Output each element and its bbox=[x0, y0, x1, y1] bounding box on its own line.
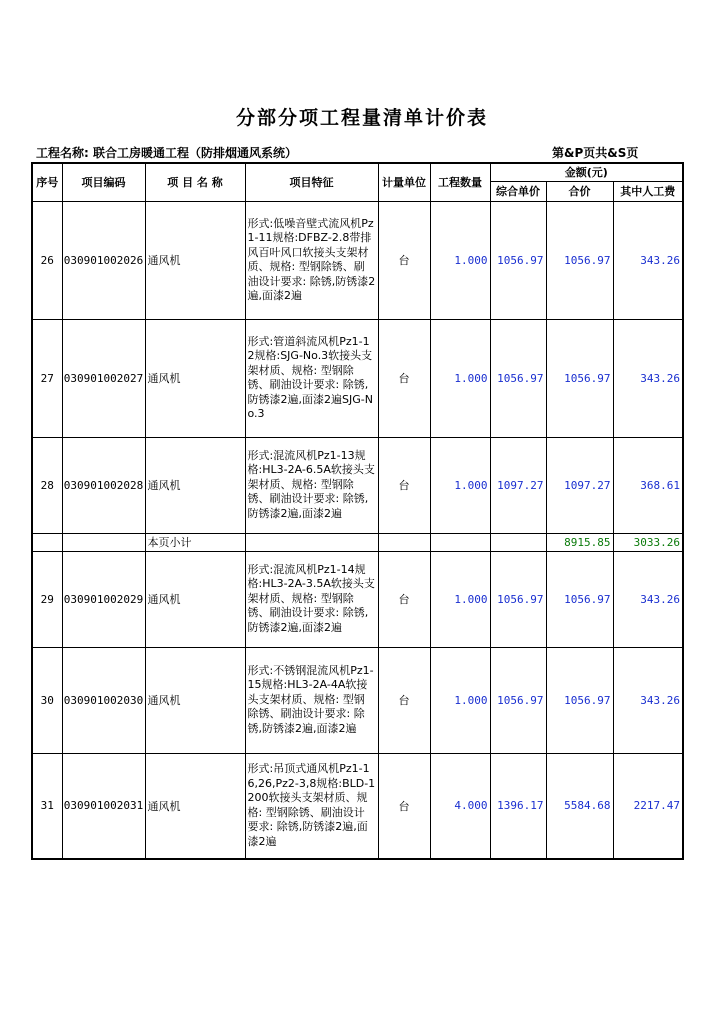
table-row bbox=[32, 319, 683, 437]
row-total: 1097.27 bbox=[546, 437, 613, 533]
row-labor: 343.26 bbox=[613, 647, 683, 753]
row-labor: 343.26 bbox=[613, 201, 683, 319]
row-unit: 台 bbox=[378, 201, 430, 319]
row-unit-price: 1056.97 bbox=[490, 201, 546, 319]
row-qty: 1.000 bbox=[430, 647, 490, 753]
header-row-1 bbox=[32, 163, 683, 181]
header-seq: 序号 bbox=[32, 163, 62, 201]
row-unit-price: 1056.97 bbox=[490, 319, 546, 437]
row-name: 通风机 bbox=[145, 647, 245, 753]
subtotal-total: 8915.85 bbox=[546, 533, 613, 551]
row-qty: 1.000 bbox=[430, 437, 490, 533]
bill-table bbox=[31, 162, 684, 860]
row-labor: 343.26 bbox=[613, 551, 683, 647]
header-qty: 工程数量 bbox=[430, 163, 490, 201]
table-row bbox=[32, 437, 683, 533]
row-total: 1056.97 bbox=[546, 201, 613, 319]
header-amount: 金额(元) bbox=[490, 163, 683, 181]
subtotal-labor: 3033.26 bbox=[613, 533, 683, 551]
row-total: 1056.97 bbox=[546, 647, 613, 753]
row-unit-price: 1056.97 bbox=[490, 551, 546, 647]
row-unit: 台 bbox=[378, 551, 430, 647]
row-name: 通风机 bbox=[145, 437, 245, 533]
subtotal-row bbox=[32, 533, 683, 551]
row-qty: 1.000 bbox=[430, 319, 490, 437]
row-feature: 形式:不锈钢混流风机Pz1-15规格:HL3-2A-4A软接头支架材质、规格: 型钢除锈、刷油设计要求: 除锈,防锈漆2遍,面漆2遍 bbox=[245, 647, 378, 753]
row-name: 通风机 bbox=[145, 753, 245, 859]
row-name: 通风机 bbox=[145, 319, 245, 437]
row-total: 1056.97 bbox=[546, 551, 613, 647]
table-row bbox=[32, 753, 683, 859]
header-feature: 项目特征 bbox=[245, 163, 378, 201]
row-seq: 30 bbox=[32, 647, 62, 753]
row-unit-price: 1056.97 bbox=[490, 647, 546, 753]
row-feature: 形式:低噪音壁式流风机Pz1-11规格:DFBZ-2.8带排风百叶风口软接头支架材质、规格: 型钢除锈、刷油设计要求: 除锈,防锈漆2遍,面漆2遍 bbox=[245, 201, 378, 319]
header-unit: 计量单位 bbox=[378, 163, 430, 201]
row-unit: 台 bbox=[378, 647, 430, 753]
row-code: 030901002026 bbox=[62, 201, 145, 319]
row-qty: 1.000 bbox=[430, 201, 490, 319]
header-labor: 其中人工费 bbox=[613, 181, 683, 201]
header-name: 项 目 名 称 bbox=[145, 163, 245, 201]
header-code: 项目编码 bbox=[62, 163, 145, 201]
row-labor: 2217.47 bbox=[613, 753, 683, 859]
row-seq: 26 bbox=[32, 201, 62, 319]
row-code: 030901002029 bbox=[62, 551, 145, 647]
project-name: 工程名称: 联合工房暖通工程（防排烟通风系统） bbox=[36, 146, 297, 160]
row-seq: 27 bbox=[32, 319, 62, 437]
table-row bbox=[32, 647, 683, 753]
header-total: 合价 bbox=[546, 181, 613, 201]
row-total: 5584.68 bbox=[546, 753, 613, 859]
row-feature: 形式:管道斜流风机Pz1-12规格:SJG-No.3软接头支架材质、规格: 型钢除锈、刷油设计要求: 除锈,防锈漆2遍,面漆2遍SJG-No.3 bbox=[245, 319, 378, 437]
row-unit: 台 bbox=[378, 753, 430, 859]
row-feature: 形式:混流风机Pz1-13规格:HL3-2A-6.5A软接头支架材质、规格: 型钢除锈、刷油设计要求: 除锈,防锈漆2遍,面漆2遍 bbox=[245, 437, 378, 533]
row-unit: 台 bbox=[378, 319, 430, 437]
page-number: 第&P页共&S页 bbox=[552, 146, 639, 160]
table-row bbox=[32, 201, 683, 319]
row-unit: 台 bbox=[378, 437, 430, 533]
row-feature: 形式:混流风机Pz1-14规格:HL3-2A-3.5A软接头支架材质、规格: 型钢除锈、刷油设计要求: 除锈,防锈漆2遍,面漆2遍 bbox=[245, 551, 378, 647]
row-labor: 368.61 bbox=[613, 437, 683, 533]
row-unit-price: 1396.17 bbox=[490, 753, 546, 859]
row-seq: 29 bbox=[32, 551, 62, 647]
row-code: 030901002028 bbox=[62, 437, 145, 533]
row-qty: 4.000 bbox=[430, 753, 490, 859]
row-qty: 1.000 bbox=[430, 551, 490, 647]
row-code: 030901002027 bbox=[62, 319, 145, 437]
row-total: 1056.97 bbox=[546, 319, 613, 437]
row-name: 通风机 bbox=[145, 201, 245, 319]
subtotal-label: 本页小计 bbox=[145, 533, 245, 551]
row-seq: 28 bbox=[32, 437, 62, 533]
row-feature: 形式:吊顶式通风机Pz1-16,26,Pz2-3,8规格:BLD-1200软接头支架材质、规格: 型钢除锈、刷油设计要求: 除锈,防锈漆2遍,面漆2遍 bbox=[245, 753, 378, 859]
header-unit-price: 综合单价 bbox=[490, 181, 546, 201]
row-code: 030901002031 bbox=[62, 753, 145, 859]
row-labor: 343.26 bbox=[613, 319, 683, 437]
row-name: 通风机 bbox=[145, 551, 245, 647]
row-code: 030901002030 bbox=[62, 647, 145, 753]
page-title: 分部分项工程量清单计价表 bbox=[235, 107, 488, 129]
row-unit-price: 1097.27 bbox=[490, 437, 546, 533]
row-seq: 31 bbox=[32, 753, 62, 859]
table-row bbox=[32, 551, 683, 647]
